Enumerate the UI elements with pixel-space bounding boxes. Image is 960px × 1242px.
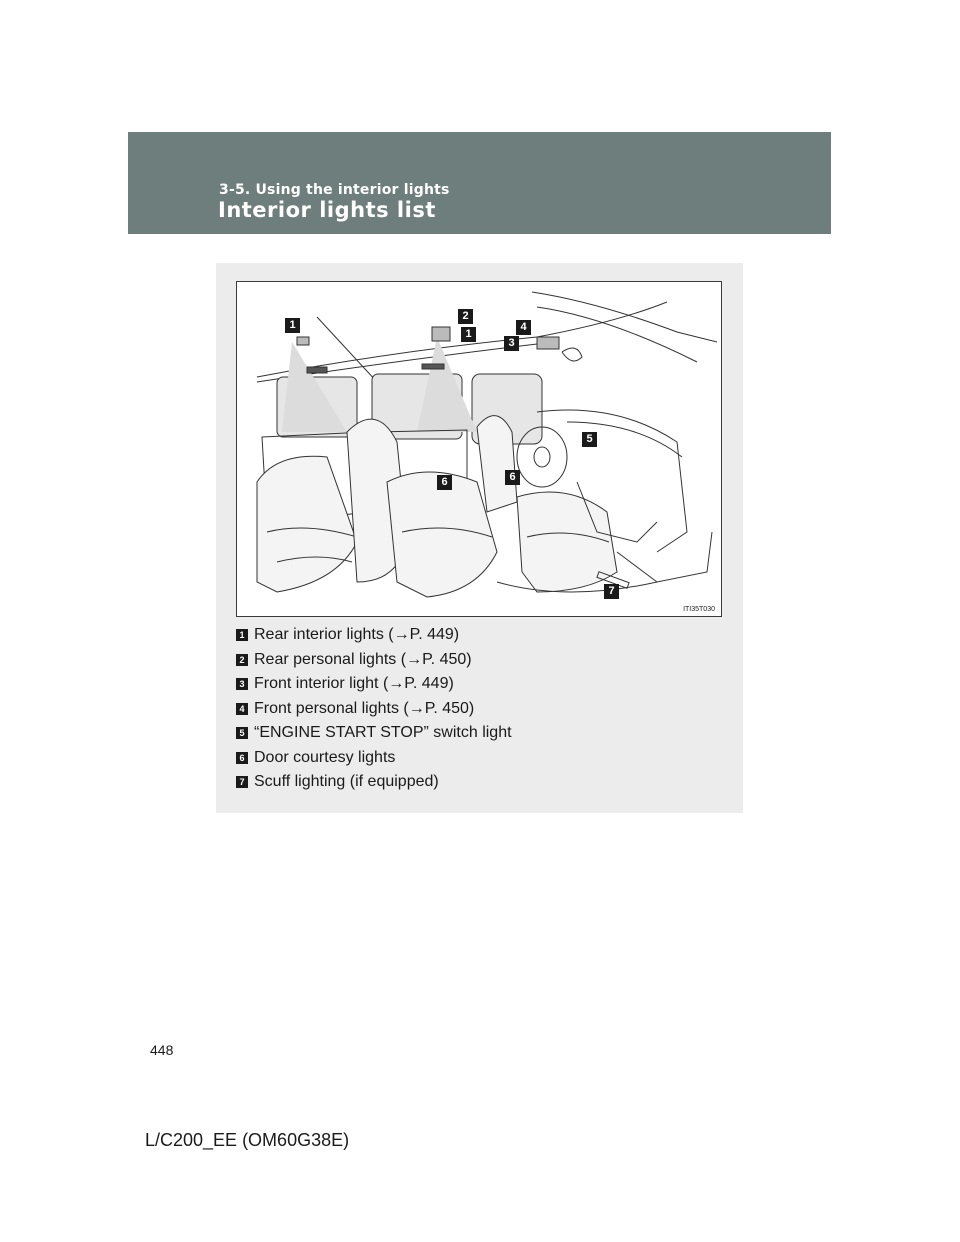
legend-text: “ENGINE START STOP” switch light bbox=[254, 724, 512, 742]
list-item bbox=[236, 648, 722, 673]
callout-1-middle: 1 bbox=[461, 327, 476, 342]
legend-number: 6 bbox=[236, 752, 248, 764]
interior-drawing bbox=[237, 282, 722, 617]
legend-text: Door courtesy lights bbox=[254, 748, 396, 766]
page-number: 448 bbox=[150, 1042, 174, 1058]
legend-number: 5 bbox=[236, 727, 248, 739]
callout-4: 4 bbox=[516, 320, 531, 335]
illustration-code: ITI35T030 bbox=[683, 606, 715, 613]
legend-number: 1 bbox=[236, 629, 248, 641]
legend-number: 3 bbox=[236, 678, 248, 690]
list-item bbox=[236, 623, 722, 648]
callout-6-front: 6 bbox=[505, 470, 520, 485]
legend-text: Rear interior lights (→P. 449) bbox=[254, 626, 460, 644]
list-item bbox=[236, 746, 722, 771]
section-label: 3-5. Using the interior lights bbox=[219, 182, 450, 198]
legend-number: 4 bbox=[236, 703, 248, 715]
lights-legend bbox=[236, 623, 722, 795]
list-item bbox=[236, 672, 722, 697]
callout-6-middle: 6 bbox=[437, 475, 452, 490]
document-code: L/C200_EE (OM60G38E) bbox=[145, 1130, 350, 1150]
callout-5: 5 bbox=[582, 432, 597, 447]
legend-number: 2 bbox=[236, 654, 248, 666]
chapter-header bbox=[128, 132, 831, 234]
vehicle-interior-illustration bbox=[236, 281, 722, 617]
legend-text: Front personal lights (→P. 450) bbox=[254, 699, 475, 717]
page-title: Interior lights list bbox=[218, 198, 436, 222]
callout-3: 3 bbox=[504, 336, 519, 351]
legend-text: Scuff lighting (if equipped) bbox=[254, 773, 439, 791]
illustration-panel bbox=[216, 263, 743, 813]
callout-2: 2 bbox=[458, 309, 473, 324]
list-item bbox=[236, 721, 722, 746]
list-item bbox=[236, 697, 722, 722]
legend-text: Front interior light (→P. 449) bbox=[254, 675, 454, 693]
legend-text: Rear personal lights (→P. 450) bbox=[254, 650, 472, 668]
list-item bbox=[236, 770, 722, 795]
callout-1-rear: 1 bbox=[285, 318, 300, 333]
legend-number: 7 bbox=[236, 776, 248, 788]
callout-7: 7 bbox=[604, 584, 619, 599]
